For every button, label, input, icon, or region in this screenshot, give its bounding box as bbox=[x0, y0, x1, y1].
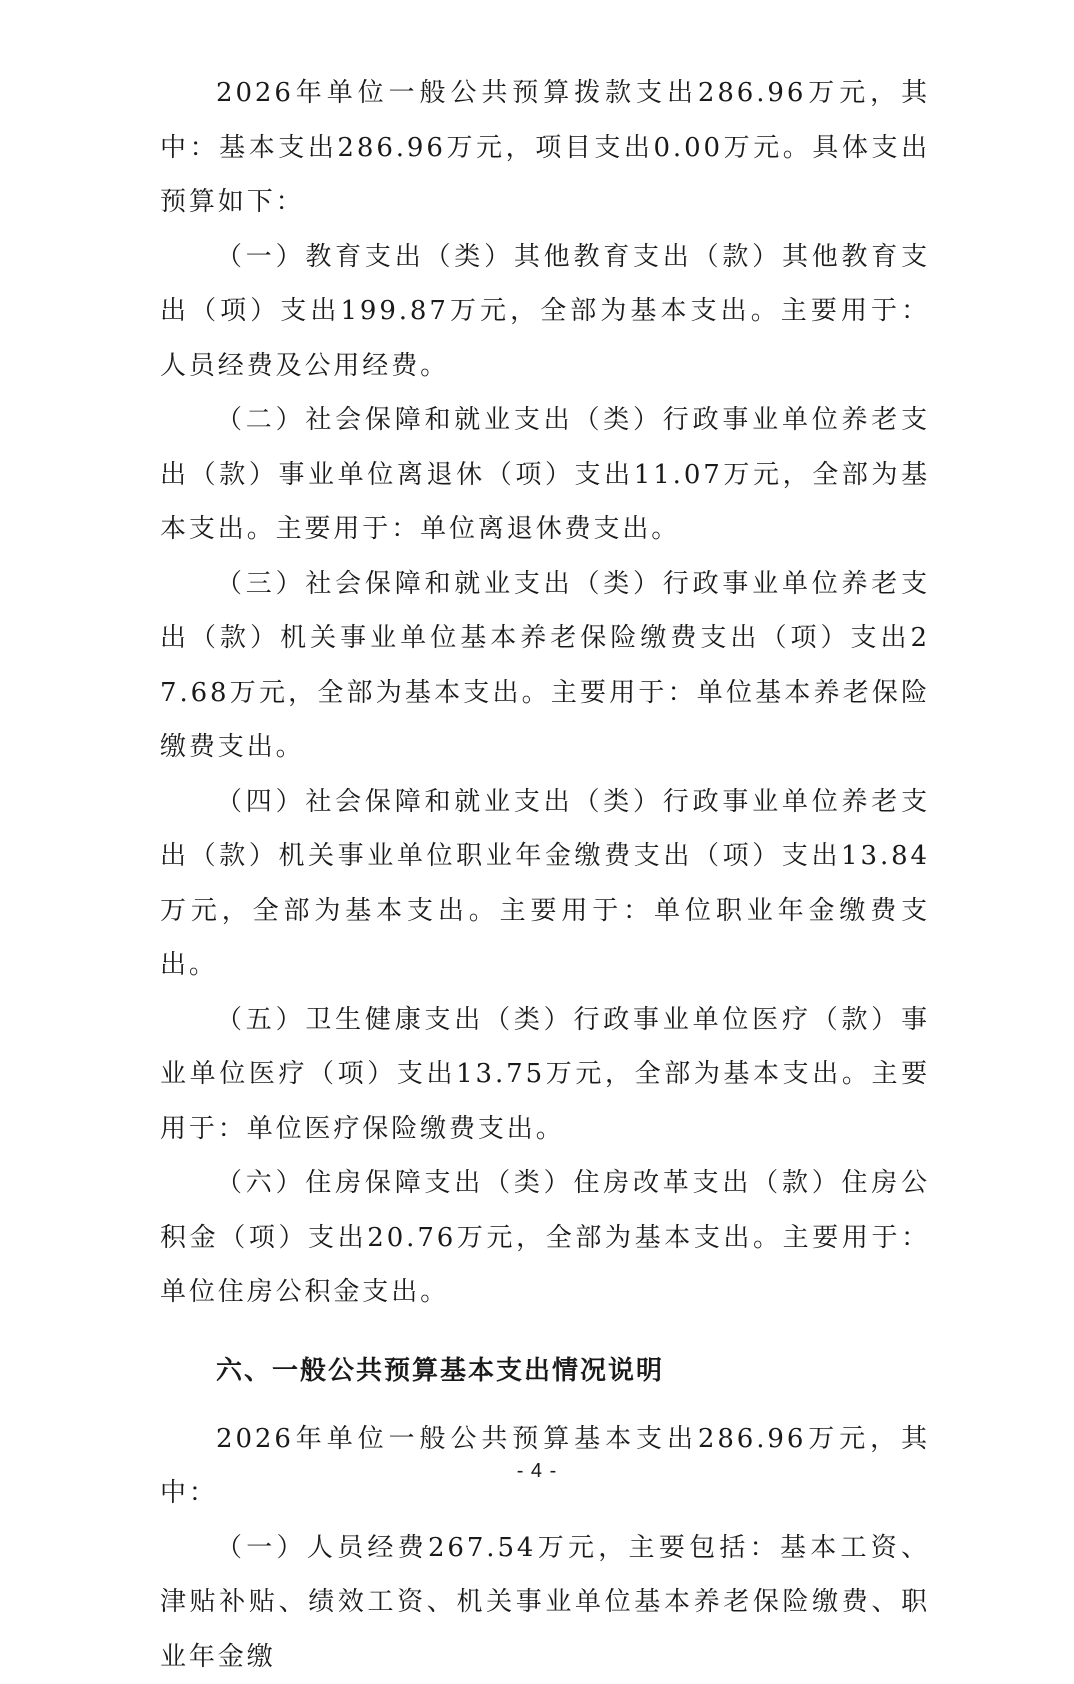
paragraph-item-2: （二）社会保障和就业支出（类）行政事业单位养老支出（款）事业单位离退休（项）支出11.07万元，全部为基本支出。主要用于：单位离退休费支出。 bbox=[160, 393, 930, 557]
paragraph-item-6: （六）住房保障支出（类）住房改革支出（款）住房公积金（项）支出20.76万元，全部为基本支出。主要用于：单位住房公积金支出。 bbox=[160, 1156, 930, 1320]
paragraph-item-1: （一）教育支出（类）其他教育支出（款）其他教育支出（项）支出199.87万元，全部为基本支出。主要用于：人员经费及公用经费。 bbox=[160, 230, 930, 394]
paragraph-personnel: （一）人员经费267.54万元，主要包括：基本工资、津贴补贴、绩效工资、机关事业单位基本养老保险缴费、职业年金缴 bbox=[160, 1521, 930, 1684]
paragraph-intro: 2026年单位一般公共预算拨款支出286.96万元，其中：基本支出286.96万元，项目支出0.00万元。具体支出预算如下： bbox=[160, 66, 930, 230]
page-number: - 4 - bbox=[0, 1460, 1074, 1483]
paragraph-item-4: （四）社会保障和就业支出（类）行政事业单位养老支出（款）机关事业单位职业年金缴费支出（项）支出13.84万元，全部为基本支出。主要用于：单位职业年金缴费支出。 bbox=[160, 775, 930, 993]
document-body bbox=[160, 66, 930, 1684]
paragraph-item-3: （三）社会保障和就业支出（类）行政事业单位养老支出（款）机关事业单位基本养老保险缴费支出（项）支出27.68万元，全部为基本支出。主要用于：单位基本养老保险缴费支出。 bbox=[160, 557, 930, 775]
paragraph-basic-intro: 2026年单位一般公共预算基本支出286.96万元，其中： bbox=[160, 1412, 930, 1521]
paragraph-item-5: （五）卫生健康支出（类）行政事业单位医疗（款）事业单位医疗（项）支出13.75万元，全部为基本支出。主要用于：单位医疗保险缴费支出。 bbox=[160, 993, 930, 1157]
section-heading: 六、一般公共预算基本支出情况说明 bbox=[160, 1344, 930, 1398]
